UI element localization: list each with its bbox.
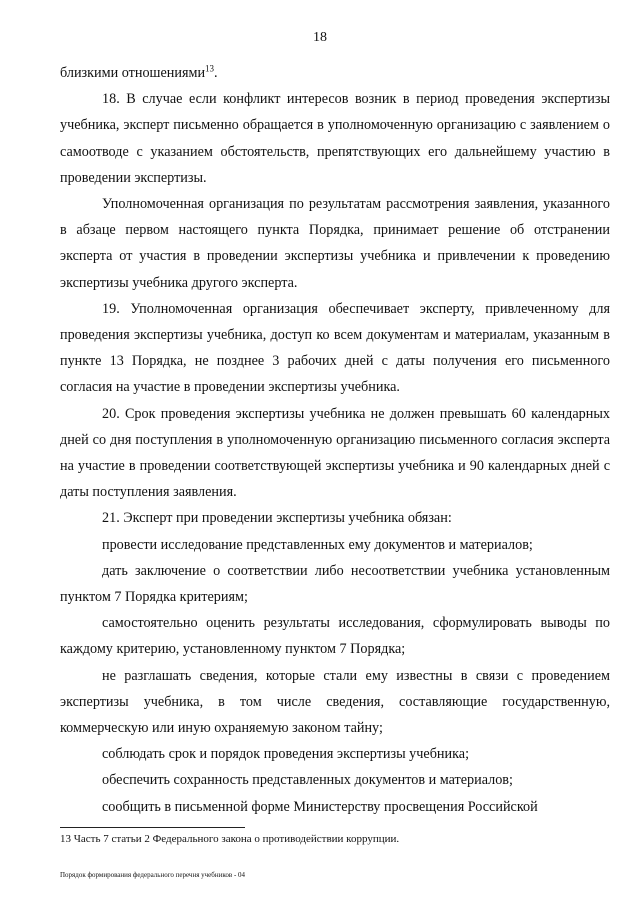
- paragraph-continuation: [60, 60, 610, 86]
- list-item: обеспечить сохранность представленных документов и материалов;: [102, 772, 513, 789]
- paragraph-19: 19. Уполномоченная организация обеспечивает эксперту, привлеченному для проведения экспертизы учебника, доступ ко всем документам и материалам, указанным в пункте 13 Порядка, не позднее 3 рабочих дней с даты получения его письменного согласия на участие в проведении экспертизы учебника.: [60, 300, 610, 396]
- footnote-ref: 13: [205, 63, 215, 74]
- list-item: дать заключение о соответствии либо несоответствии учебника установленным пунктом 7 Порядка критериям;: [60, 562, 610, 606]
- document-footer: Порядок формирования федерального перечня учебников - 04: [60, 871, 246, 879]
- footnote: 13 Часть 7 статьи 2 Федерального закона о противодействии коррупции.: [60, 833, 400, 845]
- paragraph-end: .: [214, 65, 218, 81]
- paragraph-20: 20. Срок проведения экспертизы учебника не должен превышать 60 календарных дней со дня поступления в уполномоченную организацию письменного согласия эксперта на участие в проведении соответствующей экспертизы учебника и 90 календарных дней с даты поступления заявления.: [60, 405, 610, 501]
- list-item: сообщить в письменной форме Министерству просвещения Российской: [102, 798, 538, 815]
- list-item: провести исследование представленных ему документов и материалов;: [102, 536, 533, 553]
- list-item: не разглашать сведения, которые стали ему известны в связи с проведением экспертизы учебника, в том числе сведения, составляющие государственную, коммерческую или иную охраняемую законом тайну;: [60, 667, 610, 737]
- paragraph-18-part-2: Уполномоченная организация по результатам рассмотрения заявления, указанного в абзаце первом настоящего пункта Порядка, принимает решение об отстранении эксперта от участия в проведении экспертизы учебника и привлечении к проведению экспертизы учебника другого эксперта.: [60, 196, 610, 291]
- paragraph-text: близкими отношениями: [60, 65, 206, 81]
- list-item: соблюдать срок и порядок проведения экспертизы учебника;: [102, 746, 470, 763]
- paragraph-21: 21. Эксперт при проведении экспертизы учебника обязан:: [102, 510, 452, 527]
- list-item: самостоятельно оценить результаты исследования, сформулировать выводы по каждому критерию, установленному пунктом 7 Порядка;: [60, 615, 610, 658]
- footnote-divider: [60, 827, 245, 828]
- page-number: 18: [313, 30, 327, 45]
- paragraph-18: 18. В случае если конфликт интересов возник в период проведения экспертизы учебника, эксперт письменно обращается в уполномоченную организацию с заявлением о самоотводе с указанием обстоятельств, препятствующих его дальнейшему участию в проведении экспертизы.: [60, 91, 610, 186]
- document-body: [60, 60, 610, 820]
